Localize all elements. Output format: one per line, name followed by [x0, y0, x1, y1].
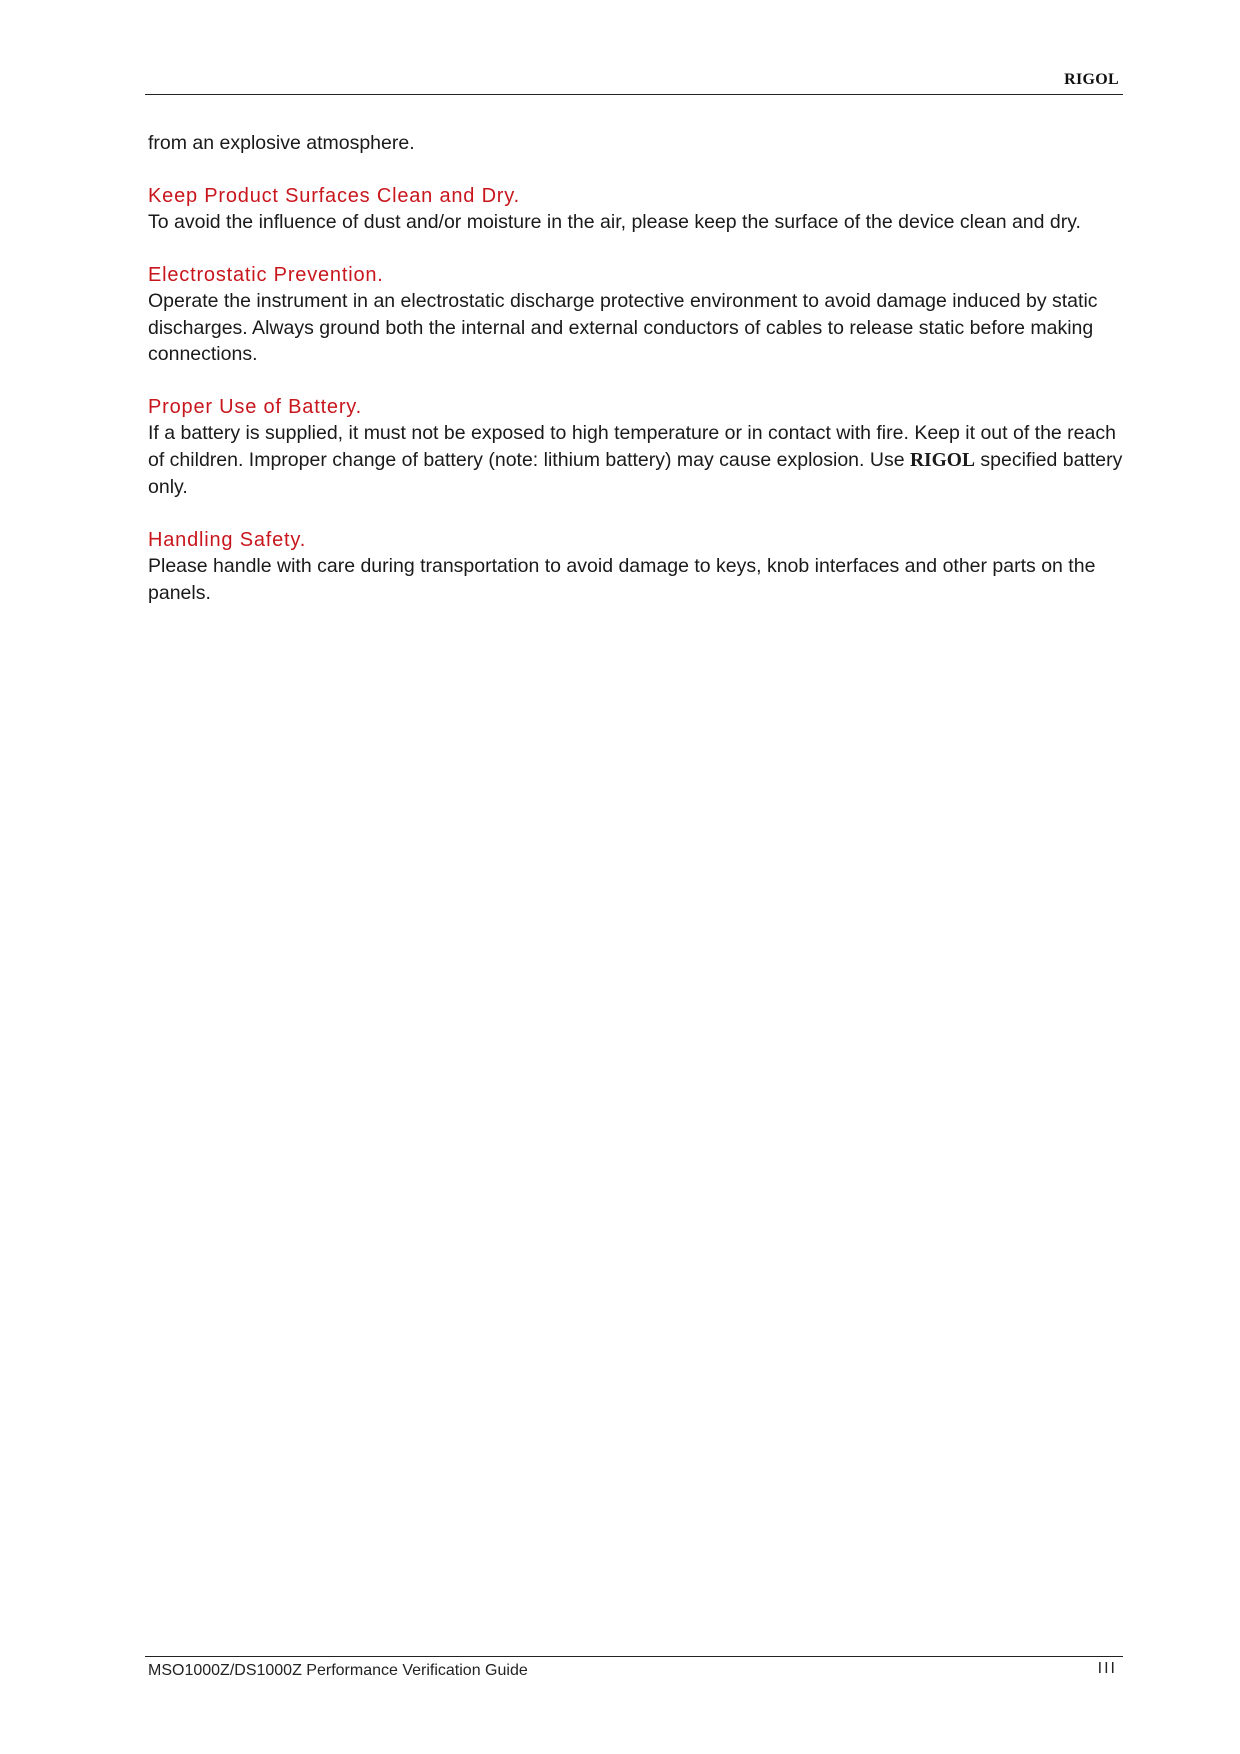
section-body: To avoid the influence of dust and/or moisture in the air, please keep the surface of the device clean and dry.	[148, 211, 1081, 233]
section-clean-dry	[148, 183, 1128, 236]
inline-brand: RIGOL	[909, 449, 975, 471]
battery-text-start: If a battery is supplied, it must not be exposed to high temperature or in contact with fire. Keep it out of the reach of children. Improper change of battery (note: lithium battery) may cause explosion. Use	[148, 422, 1116, 471]
battery-text-end: specified battery only.	[148, 448, 1123, 498]
section-heading: Electrostatic Prevention.	[148, 263, 384, 286]
section-heading: Keep Product Surfaces Clean and Dry.	[148, 184, 520, 207]
page-content	[148, 130, 1128, 632]
page-footer	[145, 1656, 1123, 1687]
page-number: III	[1097, 1660, 1117, 1677]
section-heading: Handling Safety.	[148, 528, 307, 551]
section-battery	[148, 394, 1128, 501]
section-body	[148, 420, 1128, 501]
section-heading: Proper Use of Battery.	[148, 395, 362, 418]
section-body: Operate the instrument in an electrostatic discharge protective environment to avoid damage induced by static discharges. Always ground both the internal and external conductors of cables to release static before making connections.	[148, 290, 1098, 365]
page-header	[145, 70, 1123, 95]
header-brand: RIGOL	[1064, 71, 1119, 88]
section-body: Please handle with care during transportation to avoid damage to keys, knob interfaces and other parts on the panels.	[148, 555, 1096, 604]
footer-title: MSO1000Z/DS1000Z Performance Verification Guide	[148, 1662, 528, 1679]
lead-paragraph: from an explosive atmosphere.	[148, 132, 415, 154]
section-electrostatic	[148, 262, 1128, 368]
section-handling	[148, 527, 1128, 607]
